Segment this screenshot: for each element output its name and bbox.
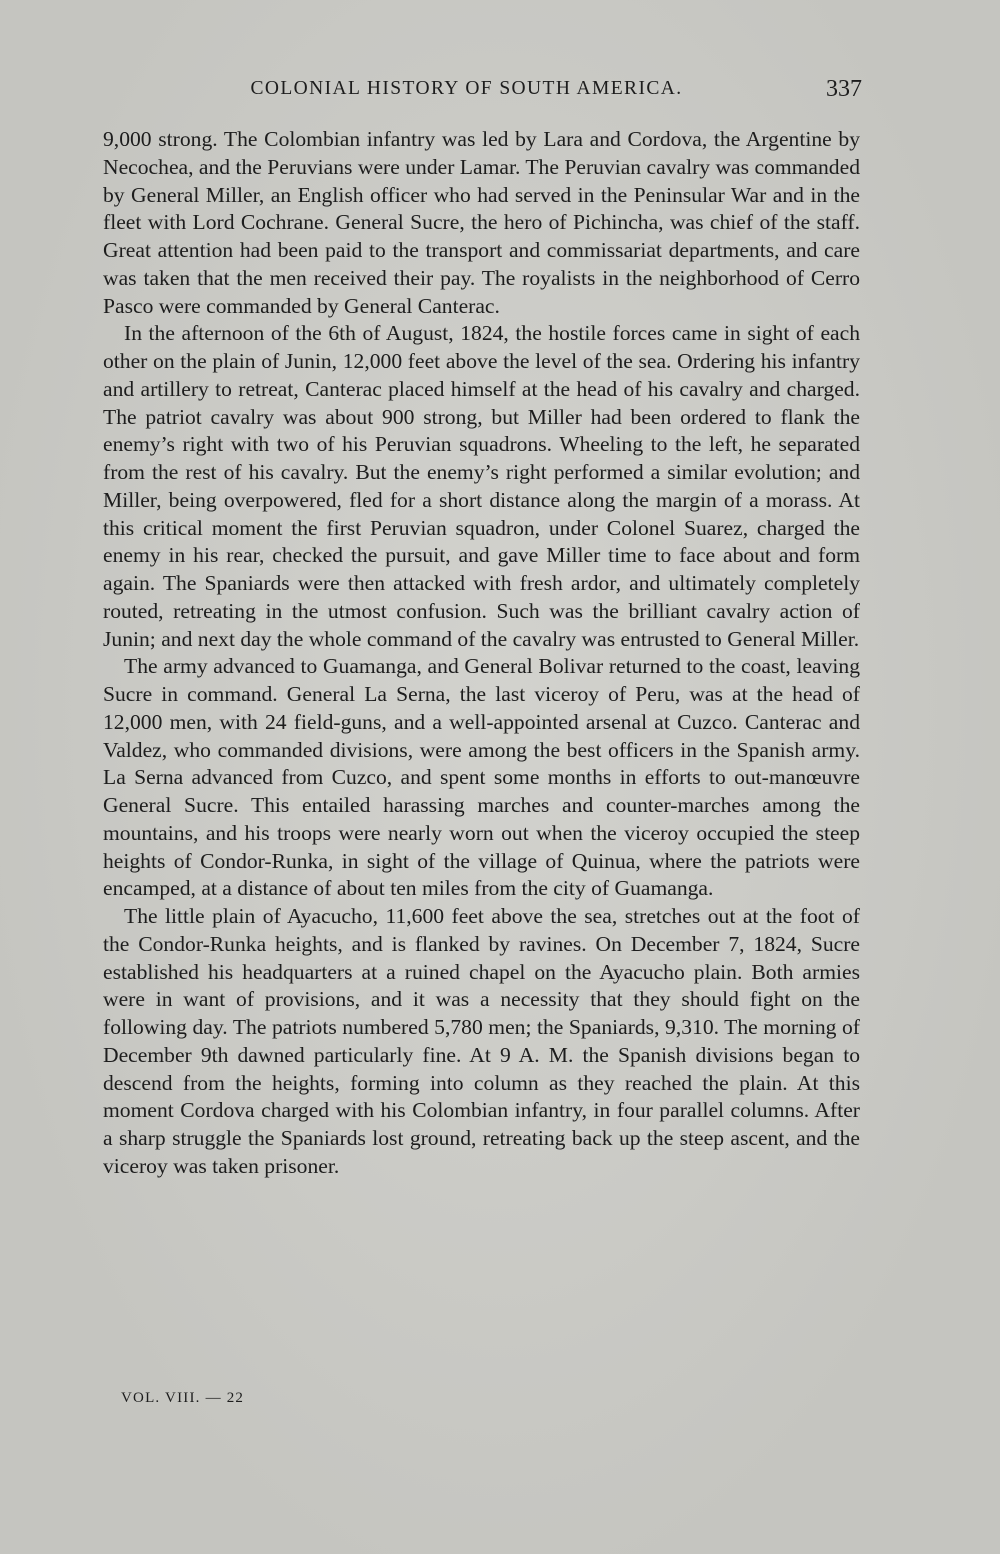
body-text (103, 126, 860, 1181)
paragraph-junin: In the afternoon of the 6th of August, 1824, the hostile forces came in sight of each other on the plain of Junin, 12,000 feet above the level of the sea. Ordering his infantry and artillery to retreat, Canterac placed himself at the head of his cavalry and charged. The patriot cavalry was about 900 strong, but Miller had been ordered to flank the enemy’s right with two of his Peruvian squadrons. Wheeling to the left, he separated from the rest of his cavalry. But the enemy’s right performed a similar evolution; and Miller, being overpowered, fled for a short distance along the margin of a morass. At this critical moment the first Peruvian squadron, under Colonel Suarez, charged the enemy in his rear, checked the pursuit, and gave Miller time to face about and form again. The Spaniards were then attacked with fresh ardor, and ultimately completely routed, retreating in the utmost confusion. Such was the brilliant cavalry action of Junin; and next day the whole command of the cavalry was entrusted to General Miller. (103, 321, 860, 651)
paragraph-continuation: 9,000 strong. The Colombian infantry was led by Lara and Cordova, the Argentine by Necochea, and the Peruvians were under Lamar. The Peruvian cavalry was commanded by General Miller, an English officer who had served in the Peninsular War and in the fleet with Lord Cochrane. General Sucre, the hero of Pichincha, was chief of the staff. Great attention had been paid to the transport and commissariat departments, and care was taken that the men received their pay. The royalists in the neighborhood of Cerro Pasco were commanded by General Canterac. (103, 127, 860, 318)
running-head (103, 74, 860, 108)
paragraph-guamanga: The army advanced to Guamanga, and General Bolivar returned to the coast, leaving Sucre in command. General La Serna, the last viceroy of Peru, was at the head of 12,000 men, with 24 field-guns, and a well-appointed arsenal at Cuzco. Canterac and Valdez, who commanded divisions, were among the best officers in the Spanish army. La Serna advanced from Cuzco, and spent some months in efforts to out-manœuvre General Sucre. This entailed harassing marches and counter-marches among the mountains, and his troops were nearly worn out when the viceroy occupied the steep heights of Condor-Runka, in sight of the village of Quinua, where the patriots were encamped, at a distance of about ten miles from the city of Guamanga. (103, 654, 860, 901)
volume-signature: VOL. VIII. — 22 (121, 1390, 245, 1406)
page-number: 337 (826, 76, 862, 102)
running-title: COLONIAL HISTORY OF SOUTH AMERICA. (250, 78, 683, 99)
paragraph-ayacucho: The little plain of Ayacucho, 11,600 feet above the sea, stretches out at the foot of the Condor-Runka heights, and is flanked by ravines. On December 7, 1824, Sucre established his headquarters at a ruined chapel on the Ayacucho plain. Both armies were in want of provisions, and it was a necessity that they should fight on the following day. The patriots numbered 5,780 men; the Spaniards, 9,310. The morning of December 9th dawned particularly fine. At 9 A. M. the Spanish divisions began to descend from the heights, forming into column as they reached the plain. At this moment Cordova charged with his Colombian infantry, in four parallel columns. After a sharp struggle the Spaniards lost ground, retreating back up the steep ascent, and the viceroy was taken prisoner. (103, 904, 860, 1178)
